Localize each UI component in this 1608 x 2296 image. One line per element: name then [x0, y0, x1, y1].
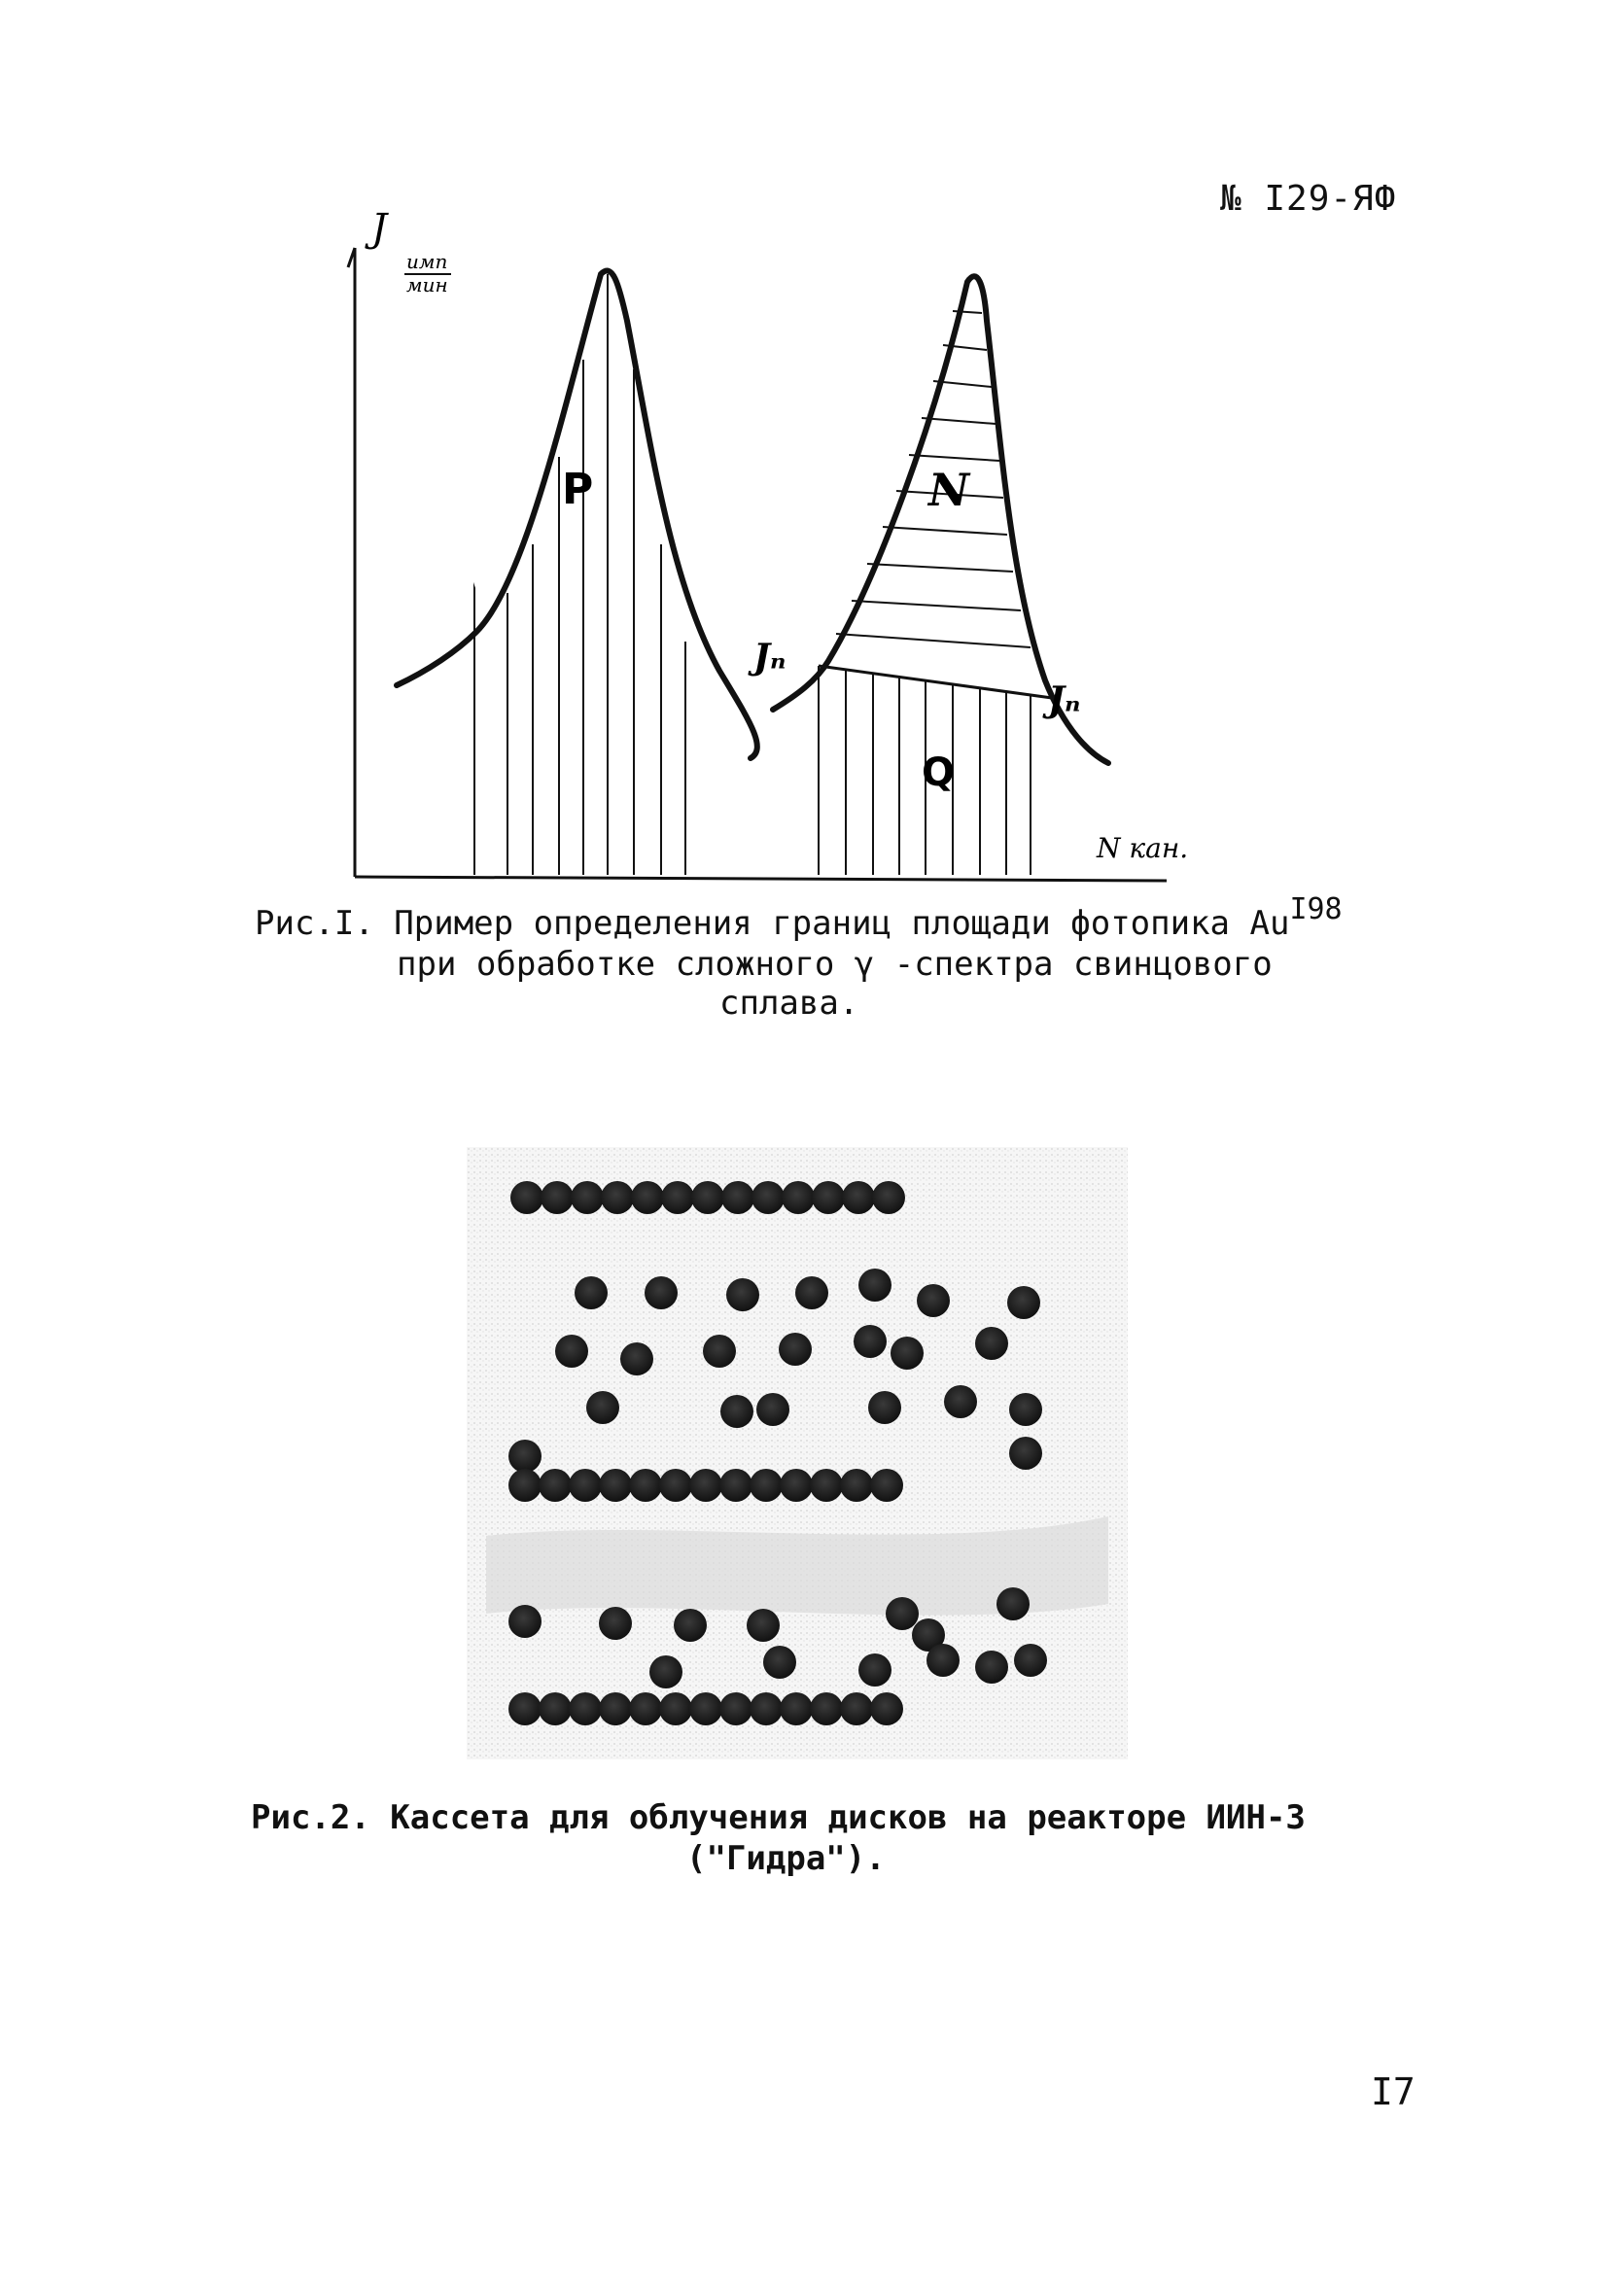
- disc: [996, 1587, 1030, 1620]
- disc: [661, 1181, 694, 1214]
- disc: [842, 1181, 875, 1214]
- disc: [508, 1440, 542, 1473]
- disc: [840, 1469, 873, 1502]
- disc: [601, 1181, 634, 1214]
- figure-1-caption-line-3: сплава.: [719, 984, 859, 1023]
- disc: [659, 1692, 692, 1725]
- disc: [569, 1469, 602, 1502]
- disc: [1014, 1644, 1047, 1677]
- disc: [719, 1469, 752, 1502]
- caption-text: Рис.I. Пример определения границ площади фотопика Au: [255, 904, 1290, 943]
- disc: [812, 1181, 845, 1214]
- disc: [780, 1469, 813, 1502]
- disc: [629, 1469, 662, 1502]
- left-peak-label-p: P: [562, 465, 594, 514]
- disc: [674, 1609, 707, 1642]
- disc: [691, 1181, 724, 1214]
- x-axis-label: N кан.: [1097, 832, 1189, 864]
- disc: [689, 1692, 722, 1725]
- disc: [870, 1692, 903, 1725]
- disc: [620, 1342, 653, 1375]
- figure-1-caption-line-2: при обработке сложного γ -спектра свинцового: [397, 945, 1273, 984]
- disc: [599, 1607, 632, 1640]
- right-peak-label-n: N: [928, 464, 970, 516]
- disc: [555, 1335, 588, 1368]
- disc: [810, 1692, 843, 1725]
- disc: [750, 1469, 783, 1502]
- disc: [645, 1276, 678, 1309]
- disc: [886, 1597, 919, 1630]
- disc: [1009, 1393, 1042, 1426]
- disc: [780, 1692, 813, 1725]
- disc: [689, 1469, 722, 1502]
- disc: [763, 1646, 796, 1679]
- disc: [719, 1692, 752, 1725]
- disc: [870, 1469, 903, 1502]
- y-axis-label: J: [371, 206, 388, 251]
- disc: [726, 1278, 759, 1311]
- disc: [541, 1181, 574, 1214]
- disc: [891, 1337, 924, 1370]
- document-number: № I29-ЯФ: [1220, 179, 1397, 219]
- disc: [510, 1181, 543, 1214]
- disc: [854, 1325, 887, 1358]
- disc: [720, 1395, 753, 1428]
- figure-2-caption-line-2: ("Гидра").: [686, 1839, 886, 1878]
- disc: [752, 1181, 785, 1214]
- y-axis-unit-numerator: имп: [406, 250, 448, 273]
- disc: [975, 1651, 1008, 1684]
- disc: [599, 1469, 632, 1502]
- right-boundary-label: Jₙ: [1048, 679, 1081, 720]
- disc: [1009, 1437, 1042, 1470]
- disc: [1007, 1286, 1040, 1319]
- disc: [756, 1393, 789, 1426]
- disc: [649, 1655, 682, 1688]
- disc: [508, 1692, 542, 1725]
- disc: [703, 1335, 736, 1368]
- x-axis: [355, 877, 1167, 881]
- disc: [571, 1181, 604, 1214]
- disc: [872, 1181, 905, 1214]
- right-peak-baseline: [819, 666, 1052, 698]
- figure-2-cassette-photo: [467, 1147, 1128, 1759]
- disc: [508, 1605, 542, 1638]
- figure-1-caption-line-1: [255, 892, 1343, 945]
- disc: [795, 1276, 828, 1309]
- disc: [631, 1181, 664, 1214]
- left-peak-curve: [397, 271, 757, 758]
- caption-superscript: I98: [1289, 892, 1343, 926]
- disc: [868, 1391, 901, 1424]
- disc: [975, 1327, 1008, 1360]
- disc: [944, 1385, 977, 1418]
- disc: [747, 1609, 780, 1642]
- right-peak-label-q: Q: [922, 750, 956, 795]
- disc: [508, 1469, 542, 1502]
- disc: [659, 1469, 692, 1502]
- disc: [575, 1276, 608, 1309]
- disc: [810, 1469, 843, 1502]
- disc: [782, 1181, 815, 1214]
- disc: [926, 1644, 960, 1677]
- disc: [750, 1692, 783, 1725]
- disc: [599, 1692, 632, 1725]
- y-axis-unit-denominator: мин: [406, 273, 448, 296]
- disc: [629, 1692, 662, 1725]
- disc: [569, 1692, 602, 1725]
- figure-2-caption-line-1: Рис.2. Кассета для облучения дисков на реакторе ИИН-3: [251, 1798, 1306, 1837]
- disc: [721, 1181, 754, 1214]
- disc: [539, 1469, 572, 1502]
- disc: [586, 1391, 619, 1424]
- disc: [858, 1269, 891, 1302]
- disc: [917, 1284, 950, 1317]
- disc: [539, 1692, 572, 1725]
- disc: [840, 1692, 873, 1725]
- left-boundary-label: Jₙ: [753, 637, 787, 678]
- disc: [858, 1653, 891, 1687]
- disc: [779, 1333, 812, 1366]
- page-number: I7: [1371, 2070, 1416, 2113]
